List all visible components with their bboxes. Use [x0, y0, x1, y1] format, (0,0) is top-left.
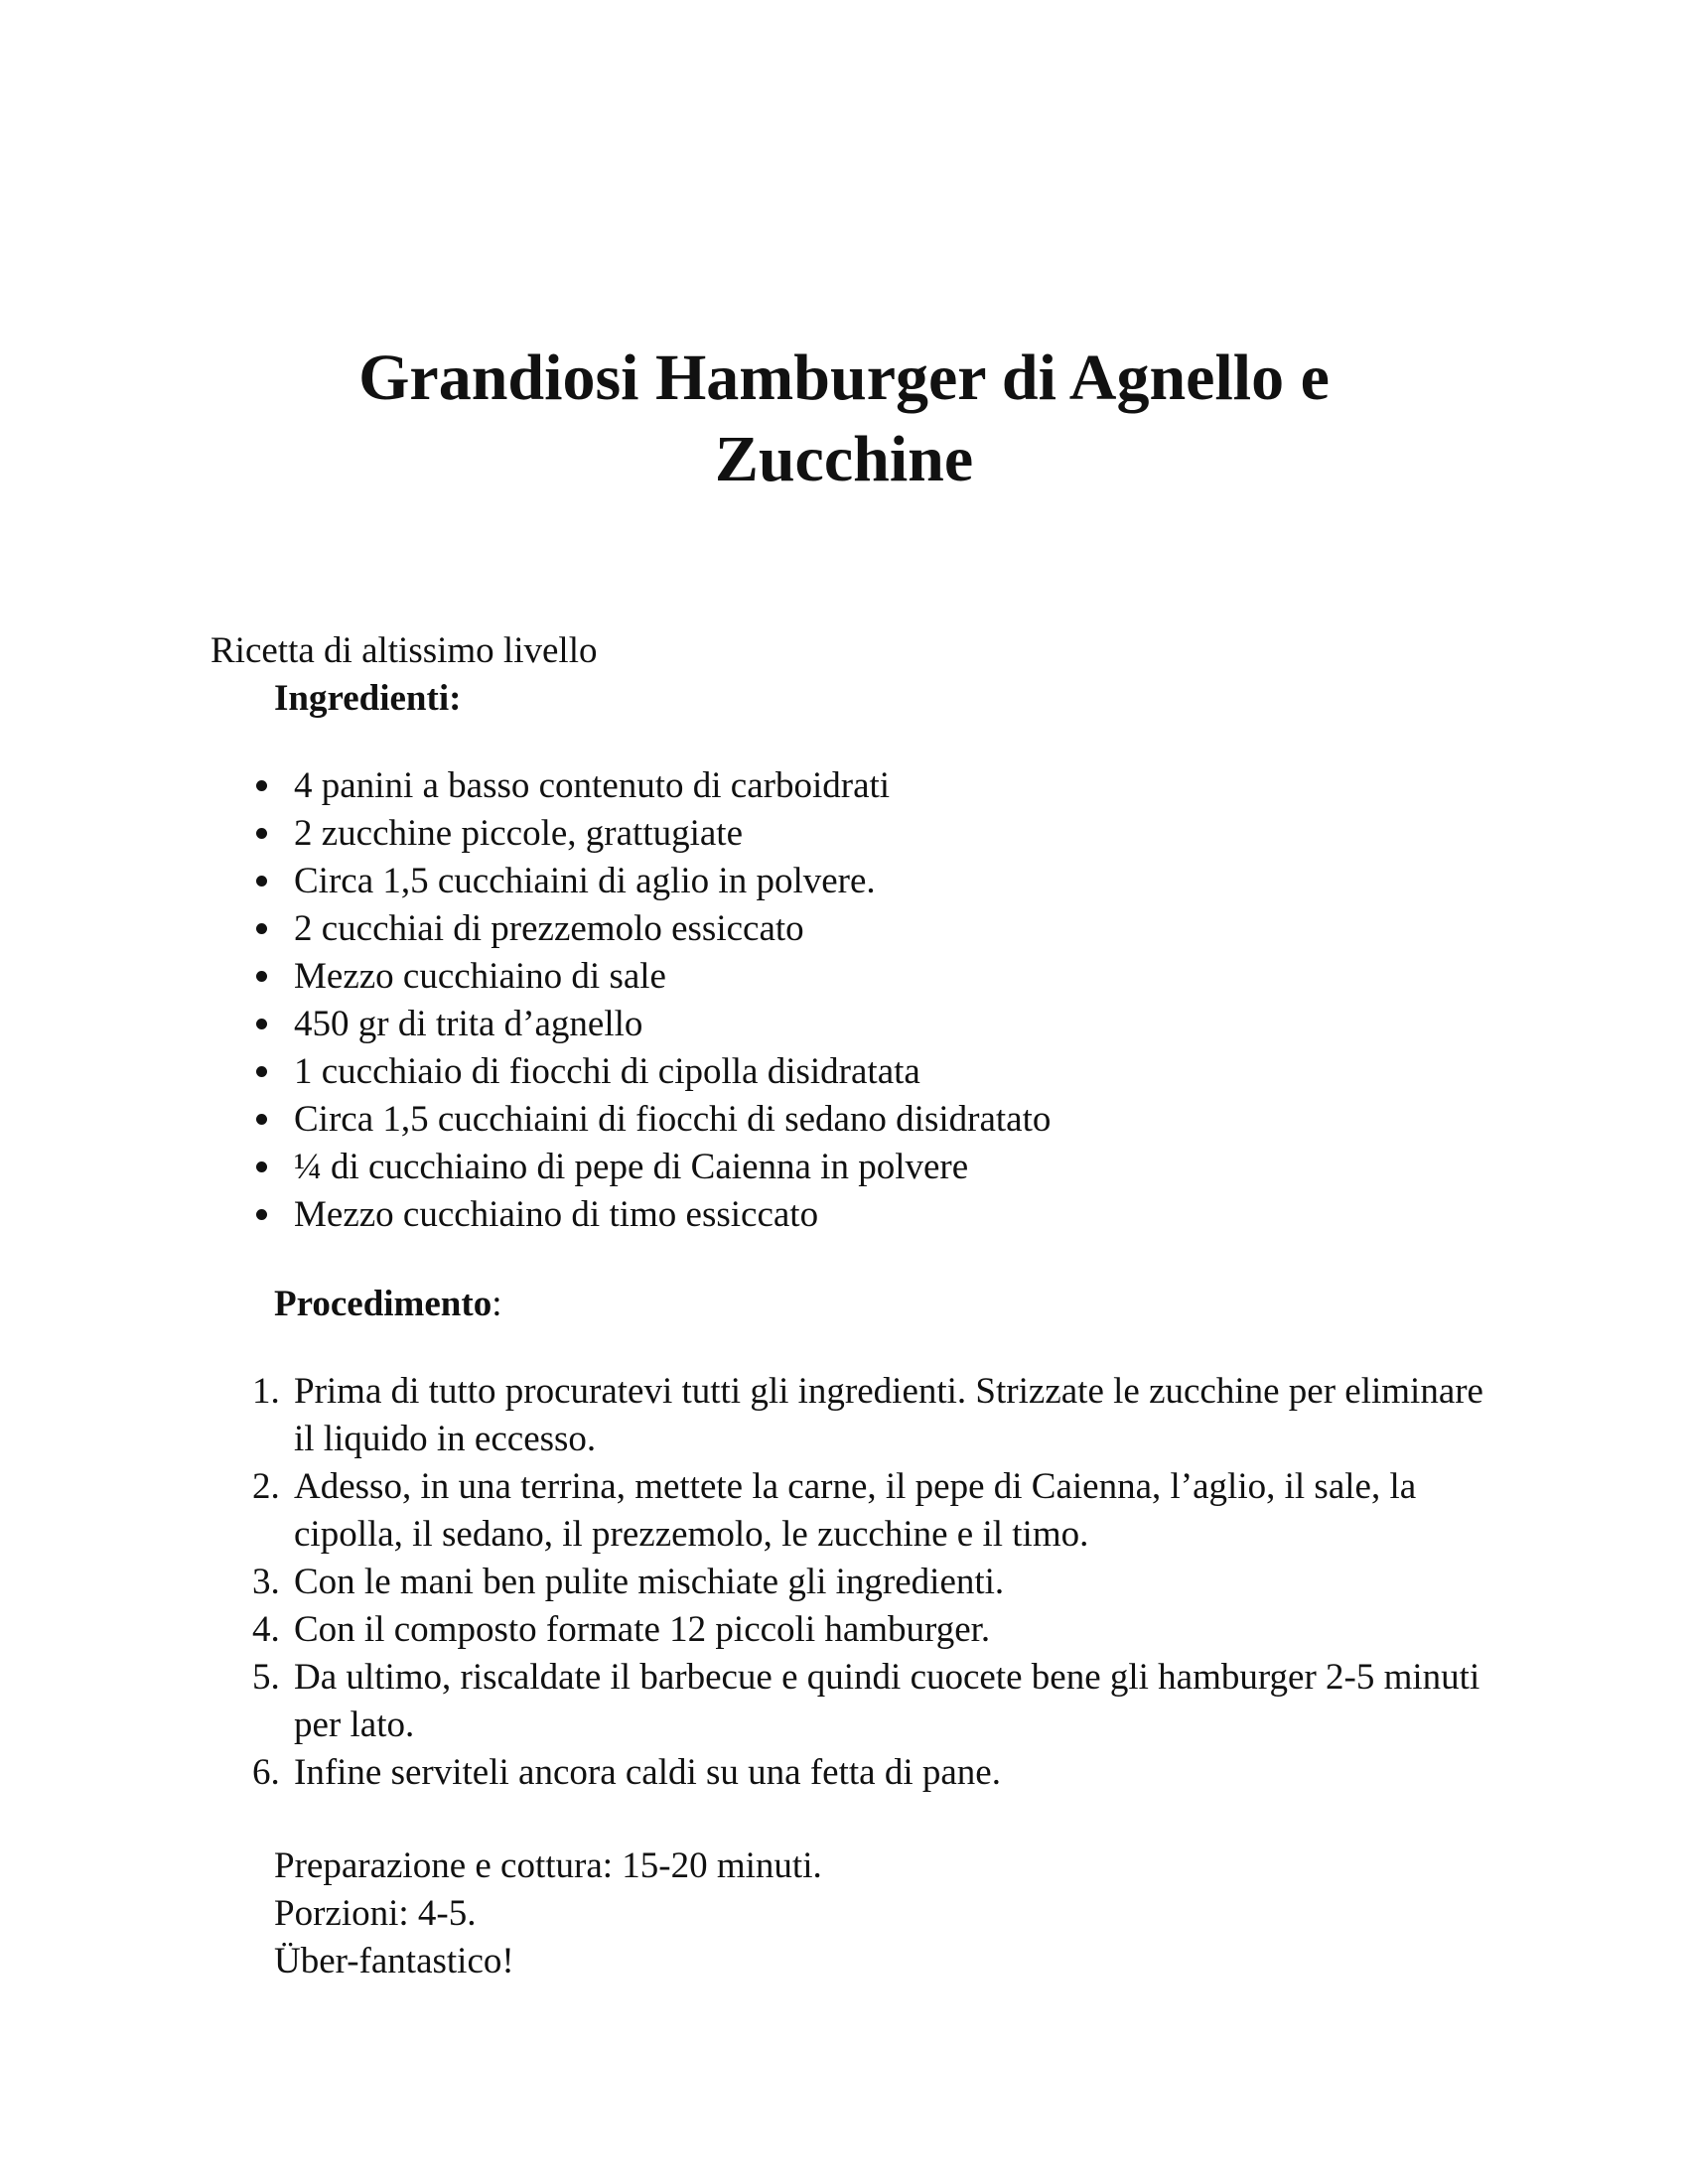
closing-remark: Über-fantastico! [274, 1941, 514, 1981]
ingredient-text: Mezzo cucchiaino di timo essiccato [294, 1194, 819, 1235]
prep-time: Preparazione e cottura: 15-20 minuti. [274, 1845, 822, 1886]
ingredients-heading: Ingredienti: [274, 678, 462, 719]
procedure-step [252, 1463, 1493, 1559]
bullet-icon [256, 828, 267, 839]
bullet-icon [256, 1161, 267, 1172]
procedure-step [252, 1606, 1493, 1654]
ingredient-item [252, 953, 1051, 1001]
ingredient-text: Mezzo cucchiaino di sale [294, 956, 666, 997]
procedure-step [252, 1368, 1493, 1463]
step-text: Da ultimo, riscaldate il barbecue e quindi cuocete bene gli hamburger 2-5 minuti per lato. [294, 1657, 1480, 1745]
step-number: 2. [252, 1466, 280, 1507]
step-text: Prima di tutto procuratevi tutti gli ingredienti. Strizzate le zucchine per eliminare il liquido in eccesso. [294, 1371, 1483, 1459]
ingredient-item [252, 905, 1051, 953]
ingredient-item [252, 1048, 1051, 1096]
step-number: 6. [252, 1752, 280, 1793]
step-number: 4. [252, 1609, 280, 1650]
bullet-icon [256, 923, 267, 934]
bullet-icon [256, 876, 267, 887]
bullet-icon [256, 1019, 267, 1029]
ingredient-item [252, 1096, 1051, 1144]
ingredient-text: ¼ di cucchiaino di pepe di Caienna in polvere [294, 1147, 969, 1187]
ingredients-list [252, 762, 1051, 1239]
ingredient-item [252, 1001, 1051, 1048]
step-text: Infine serviteli ancora caldi su una fetta di pane. [294, 1752, 1001, 1793]
recipe-footer [274, 1843, 822, 1985]
ingredient-item [252, 810, 1051, 858]
ingredient-item [252, 762, 1051, 810]
ingredient-text: 450 gr di trita d’agnello [294, 1004, 643, 1044]
bullet-icon [256, 780, 267, 791]
step-text: Con il composto formate 12 piccoli hamburger. [294, 1609, 991, 1650]
step-number: 3. [252, 1562, 280, 1602]
step-text: Adesso, in una terrina, mettete la carne, il pepe di Caienna, l’aglio, il sale, la cipolla, il sedano, il prezzemolo, le zucchine e il timo. [294, 1466, 1417, 1555]
servings: Porzioni: 4-5. [274, 1893, 477, 1934]
ingredient-item [252, 858, 1051, 905]
ingredient-text: Circa 1,5 cucchiaini di fiocchi di sedano disidratato [294, 1099, 1052, 1140]
ingredient-item [252, 1144, 1051, 1191]
procedure-heading [274, 1281, 501, 1328]
ingredient-text: 2 zucchine piccole, grattugiate [294, 813, 744, 854]
procedure-steps [252, 1368, 1493, 1797]
bullet-icon [256, 1114, 267, 1125]
procedure-step [252, 1749, 1493, 1797]
ingredient-text: Circa 1,5 cucchiaini di aglio in polvere. [294, 861, 876, 901]
step-number: 1. [252, 1371, 280, 1412]
procedure-heading-label: Procedimento [274, 1284, 492, 1324]
ingredient-text: 4 panini a basso contenuto di carboidrati [294, 765, 891, 806]
step-text: Con le mani ben pulite mischiate gli ingredienti. [294, 1562, 1005, 1602]
bullet-icon [256, 1209, 267, 1220]
bullet-icon [256, 1066, 267, 1077]
ingredient-item [252, 1191, 1051, 1239]
procedure-step [252, 1654, 1493, 1749]
procedure-heading-colon: : [492, 1284, 502, 1324]
bullet-icon [256, 971, 267, 982]
ingredient-text: 2 cucchiai di prezzemolo essiccato [294, 908, 804, 949]
recipe-subtitle: Ricetta di altissimo livello [211, 630, 598, 671]
procedure-step [252, 1559, 1493, 1606]
step-number: 5. [252, 1657, 280, 1698]
ingredient-text: 1 cucchiaio di fiocchi di cipolla disidratata [294, 1051, 920, 1092]
recipe-title: Grandiosi Hamburger di Agnello e Zucchine [358, 341, 1330, 495]
